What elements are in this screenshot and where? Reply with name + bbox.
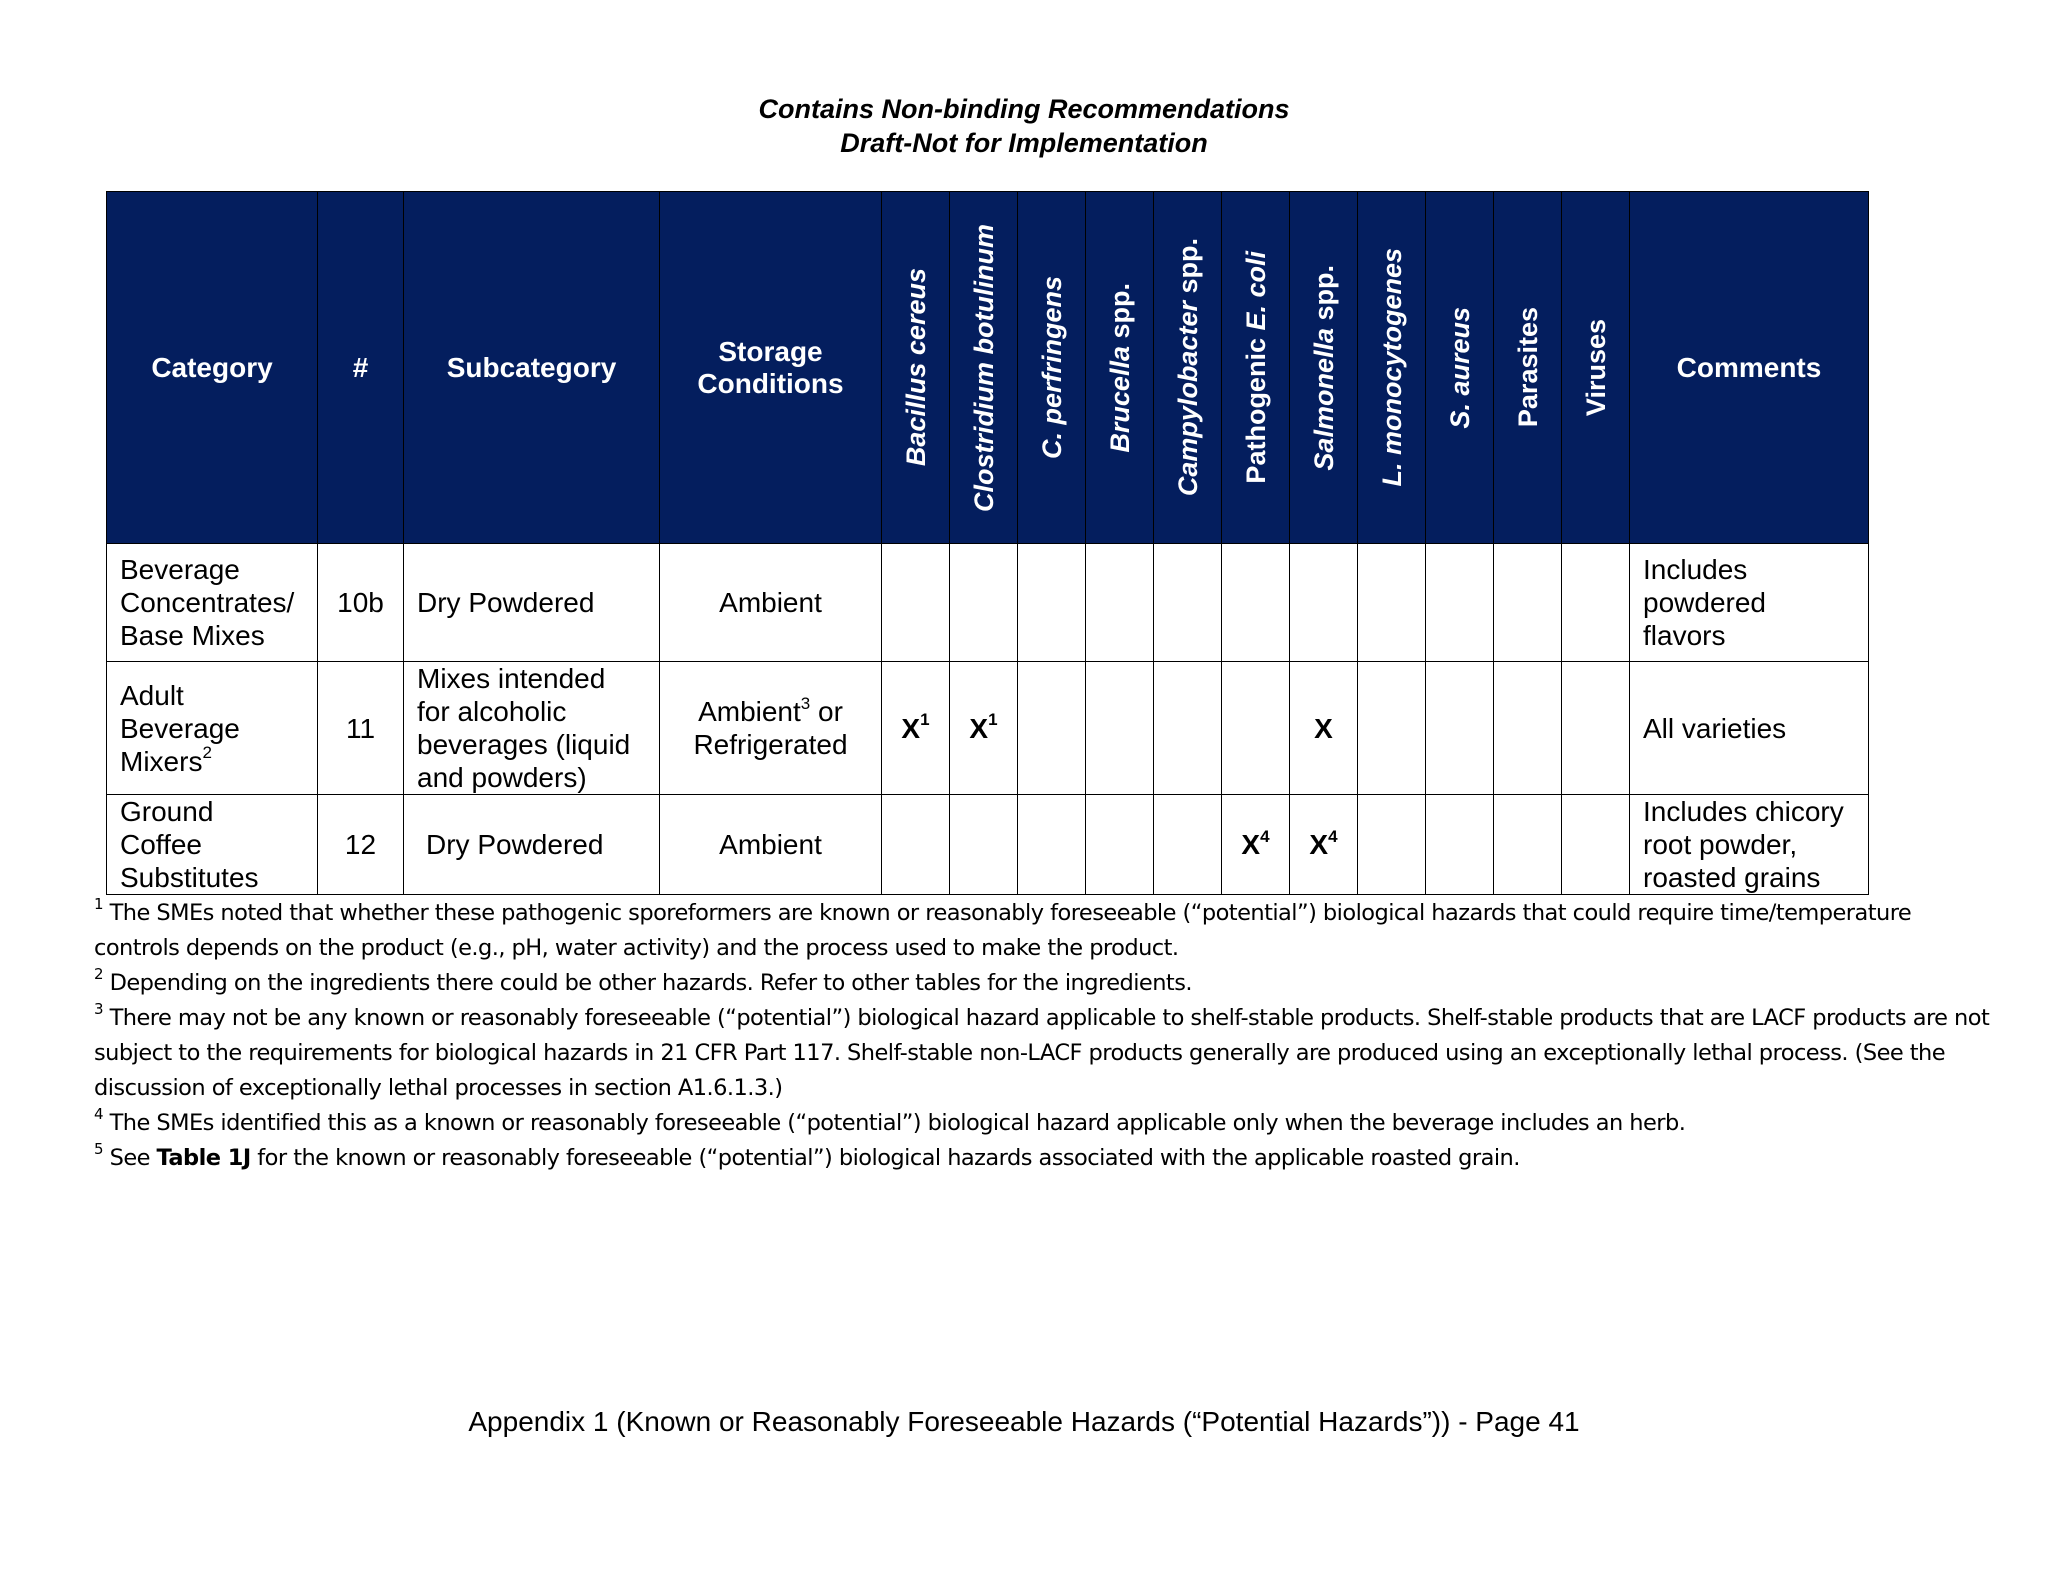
row2-subcategory: Mixes intended for alcoholic beverages (liquid and powders)	[404, 662, 660, 795]
header-brucella: Brucella spp.	[1086, 192, 1154, 544]
row3-mark-salmonella: $X^4$	[1290, 795, 1358, 895]
row2-number: 11	[318, 662, 404, 795]
row3-mark-pathogenic-e-coli: $X^4$	[1222, 795, 1290, 895]
row3-storage: Ambient	[660, 795, 882, 895]
header-storage-line-1: Storage	[718, 335, 823, 367]
header-clostridium-botulinum: Clostridium botulinum	[950, 192, 1018, 544]
header-parasites: Parasites	[1494, 192, 1562, 544]
header-subcategory: Subcategory	[404, 192, 660, 544]
page-footer: Appendix 1 (Known or Reasonably Foreseeable Hazards (“Potential Hazards”)) - Page 41	[468, 1406, 1580, 1437]
row3-category: Ground Coffee Substitutes	[107, 795, 318, 895]
footnote-5: $^5$ See Table 1J for the known or reasonably foreseeable (“potential”) biological hazards associated with the applicable roasted grain.	[94, 1139, 1520, 1171]
table-row	[107, 662, 1869, 795]
header-notice	[0, 92, 2048, 160]
header-s-aureus: S. aureus	[1426, 192, 1494, 544]
header-bacillus-cereus: Bacillus cereus	[882, 192, 950, 544]
row1-storage: Ambient	[660, 544, 882, 662]
hazards-table	[106, 191, 1869, 895]
header-storage-conditions	[660, 192, 882, 544]
row2-storage: Ambient$^3$ or Refrigerated	[660, 662, 882, 795]
header-viruses: Viruses	[1562, 192, 1630, 544]
row3-subcategory: Dry Powdered	[404, 795, 660, 895]
row2-mark-bacillus-cereus: $X^1$	[882, 662, 950, 795]
footnotes	[94, 896, 1994, 1176]
row3-comments: Includes chicory root powder, roasted grains	[1630, 795, 1869, 895]
row1-comments: Includes powdered flavors	[1630, 544, 1869, 662]
row2-comments: All varieties	[1630, 662, 1869, 795]
header-comments: Comments	[1630, 192, 1869, 544]
footnote-1: $^1$ The SMEs noted that whether these pathogenic sporeformers are known or reasonably foreseeable (“potential”) biological hazards that could require time/temperature controls depends on the product (e.g., pH, water activity) and the process used to make the product.	[94, 894, 1912, 961]
header-campylobacter: Campylobacter spp.	[1154, 192, 1222, 544]
header-line-1: Contains Non-binding Recommendations	[758, 94, 1290, 124]
row2-mark-salmonella: X	[1290, 662, 1358, 795]
header-salmonella: Salmonella spp.	[1290, 192, 1358, 544]
footnote-2: $^2$ Depending on the ingredients there could be other hazards. Refer to other tables for the ingredients.	[94, 964, 1192, 996]
table-1j-reference: Table 1J	[156, 1145, 251, 1171]
header-storage-line-2: Conditions	[697, 367, 844, 399]
header-line-2: Draft-Not for Implementation	[840, 128, 1208, 158]
table-header-row	[107, 192, 1869, 544]
row1-category: Beverage Concentrates/ Base Mixes	[107, 544, 318, 662]
header-l-monocytogenes: L. monocytogenes	[1358, 192, 1426, 544]
row1-number: 10b	[318, 544, 404, 662]
header-pathogenic-e-coli: Pathogenic E. coli	[1222, 192, 1290, 544]
header-category: Category	[107, 192, 318, 544]
row1-subcategory: Dry Powdered	[404, 544, 660, 662]
header-c-perfringens: C. perfringens	[1018, 192, 1086, 544]
footnote-3: $^3$ There may not be any known or reasonably foreseeable (“potential”) biological hazard applicable to shelf-stable products. Shelf-stable products that are LACF products are not subject to the requirements for biological hazards in 21 CFR Part 117. Shelf-stable non-LACF products generally are produced using an exceptionally lethal process. (See the discussion of exceptionally lethal processes in section A1.6.1.3.)	[94, 999, 1990, 1101]
table-row	[107, 795, 1869, 895]
header-number: #	[318, 192, 404, 544]
row3-number: 12	[318, 795, 404, 895]
row2-category: Adult Beverage Mixers$^2$	[107, 662, 318, 795]
table-row	[107, 544, 1869, 662]
row2-mark-clostridium-botulinum: $X^1$	[950, 662, 1018, 795]
footnote-4: $^4$ The SMEs identified this as a known or reasonably foreseeable (“potential”) biological hazard applicable only when the beverage includes an herb.	[94, 1104, 1686, 1136]
